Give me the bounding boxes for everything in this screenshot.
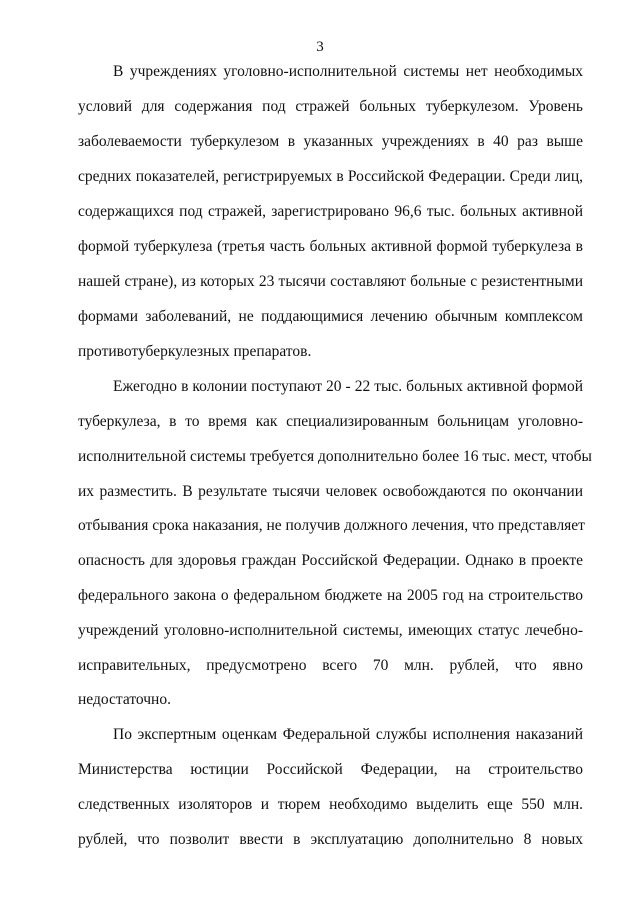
text-line: средних показателей, регистрируемых в Российской Федерации. Среди лиц, xyxy=(78,168,583,185)
text-line: рублей, что позволит ввести в эксплуатацию дополнительно 8 новых xyxy=(78,831,583,848)
text-line: исправительных, предусмотрено всего 70 млн. рублей, что явно xyxy=(78,657,583,674)
text-line: нашей стране), из которых 23 тысячи составляют больные с резистентными xyxy=(78,273,583,290)
text-line: отбывания срока наказания, не получив должного лечения, что представляет xyxy=(78,517,585,534)
text-line: Ежегодно в колонии поступают 20 - 22 тыс. больных активной формой xyxy=(113,378,583,395)
text-line: недостаточно. xyxy=(78,691,171,708)
text-line: Министерства юстиции Российской Федерации, на строительство xyxy=(78,761,583,778)
text-line: их разместить. В результате тысячи человек освобождаются по окончании xyxy=(78,483,583,500)
text-line: опасность для здоровья граждан Российской Федерации. Однако в проекте xyxy=(78,552,583,569)
text-line: учреждений уголовно-исполнительной системы, имеющих статус лечебно- xyxy=(78,622,583,639)
text-line: формой туберкулеза (третья часть больных активной формой туберкулеза в xyxy=(78,238,583,255)
text-line: В учреждениях уголовно-исполнительной системы нет необходимых xyxy=(113,63,583,80)
text-line: туберкулеза, в то время как специализированным больницам уголовно- xyxy=(78,413,583,430)
text-line: условий для содержания под стражей больных туберкулезом. Уровень xyxy=(78,98,583,115)
page-number: 3 xyxy=(316,39,324,55)
text-line: исполнительной системы требуется дополнительно более 16 тыс. мест, чтобы xyxy=(78,448,592,465)
text-line: следственных изоляторов и тюрем необходимо выделить еще 550 млн. xyxy=(78,796,583,813)
text-line: противотуберкулезных препаратов. xyxy=(78,343,312,360)
text-line: содержащихся под стражей, зарегистрировано 96,6 тыс. больных активной xyxy=(78,203,583,220)
text-line: заболеваемости туберкулезом в указанных учреждениях в 40 раз выше xyxy=(78,133,583,150)
text-line: федерального закона о федеральном бюджете на 2005 год на строительство xyxy=(78,587,583,604)
text-line: формами заболеваний, не поддающимися лечению обычным комплексом xyxy=(78,308,583,325)
text-line: По экспертным оценкам Федеральной службы исполнения наказаний xyxy=(113,726,583,743)
